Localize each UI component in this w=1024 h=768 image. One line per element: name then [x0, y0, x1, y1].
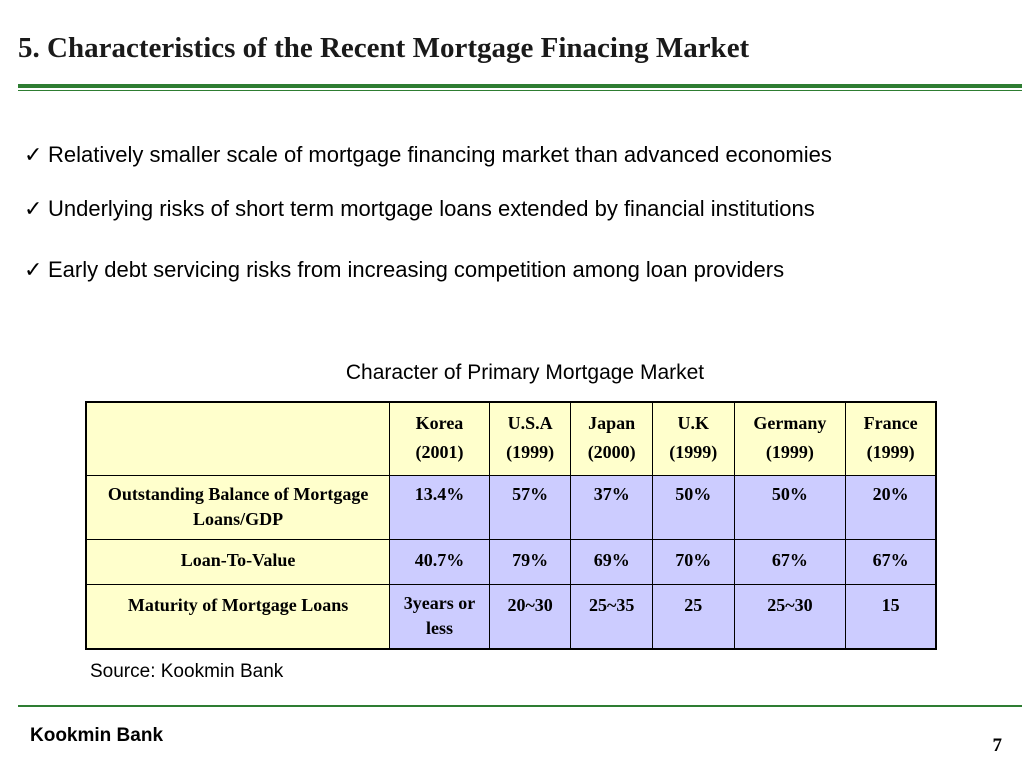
row-label: Maturity of Mortgage Loans: [86, 585, 390, 650]
table-cell: 25~30: [734, 585, 846, 650]
table-cell: 20~30: [489, 585, 571, 650]
column-name: Germany: [753, 413, 827, 433]
title-divider-thin: [18, 90, 1022, 91]
table-row: [86, 540, 936, 585]
column-name: U.S.A: [507, 413, 553, 433]
table-cell: 50%: [652, 476, 734, 540]
table-cell: 79%: [489, 540, 571, 585]
table-cell: 20%: [846, 476, 936, 540]
table-row: [86, 585, 936, 650]
bullet-text: Relatively smaller scale of mortgage financing market than advanced economies: [48, 142, 832, 167]
column-header-uk: [652, 402, 734, 476]
column-header-usa: [489, 402, 571, 476]
bullet-item: [24, 142, 832, 168]
table-cell: 37%: [571, 476, 653, 540]
source-note: Source: Kookmin Bank: [90, 661, 284, 682]
table-cell: 40.7%: [390, 540, 490, 585]
table-cell: 25: [652, 585, 734, 650]
row-label: Outstanding Balance of Mortgage Loans/GDP: [86, 476, 390, 540]
table-cell: 69%: [571, 540, 653, 585]
table-cell: 50%: [734, 476, 846, 540]
header-corner-cell: [86, 402, 390, 476]
table-cell: 67%: [846, 540, 936, 585]
bullet-item: [24, 257, 784, 283]
table-cell: 70%: [652, 540, 734, 585]
column-year: (1999): [765, 442, 814, 462]
page-title: 5. Characteristics of the Recent Mortgage Finacing Market: [18, 32, 750, 64]
table-cell: 3years or less: [390, 585, 490, 650]
check-icon: ✓: [24, 196, 43, 221]
mortgage-market-table: [85, 401, 937, 650]
bullet-item: [24, 196, 815, 222]
column-name: France: [863, 413, 918, 433]
footer-divider: [18, 705, 1022, 707]
column-year: (1999): [669, 442, 718, 462]
table-cell: 57%: [489, 476, 571, 540]
page-number: 7: [992, 735, 1002, 756]
table-cell: 13.4%: [390, 476, 490, 540]
column-header-japan: [571, 402, 653, 476]
column-name: Japan: [588, 413, 636, 433]
table-cell: 25~35: [571, 585, 653, 650]
footer-org: Kookmin Bank: [30, 725, 164, 746]
row-label: Loan-To-Value: [86, 540, 390, 585]
title-divider-thick: [18, 84, 1022, 88]
table-row: [86, 476, 936, 540]
column-year: (2001): [415, 442, 464, 462]
bullet-text: Underlying risks of short term mortgage loans extended by financial institutions: [48, 196, 815, 221]
table-caption: Character of Primary Mortgage Market: [345, 361, 705, 384]
column-year: (2000): [587, 442, 636, 462]
bullet-text: Early debt servicing risks from increasing competition among loan providers: [48, 257, 785, 282]
column-name: U.K: [677, 413, 709, 433]
column-header-germany: [734, 402, 846, 476]
column-name: Korea: [415, 413, 464, 433]
column-header-france: [846, 402, 936, 476]
table-cell: 15: [846, 585, 936, 650]
table-header-row: [86, 402, 936, 476]
table-cell: 67%: [734, 540, 846, 585]
column-year: (1999): [506, 442, 555, 462]
check-icon: ✓: [24, 257, 43, 282]
column-header-korea: [390, 402, 490, 476]
check-icon: ✓: [24, 142, 43, 167]
column-year: (1999): [866, 442, 915, 462]
